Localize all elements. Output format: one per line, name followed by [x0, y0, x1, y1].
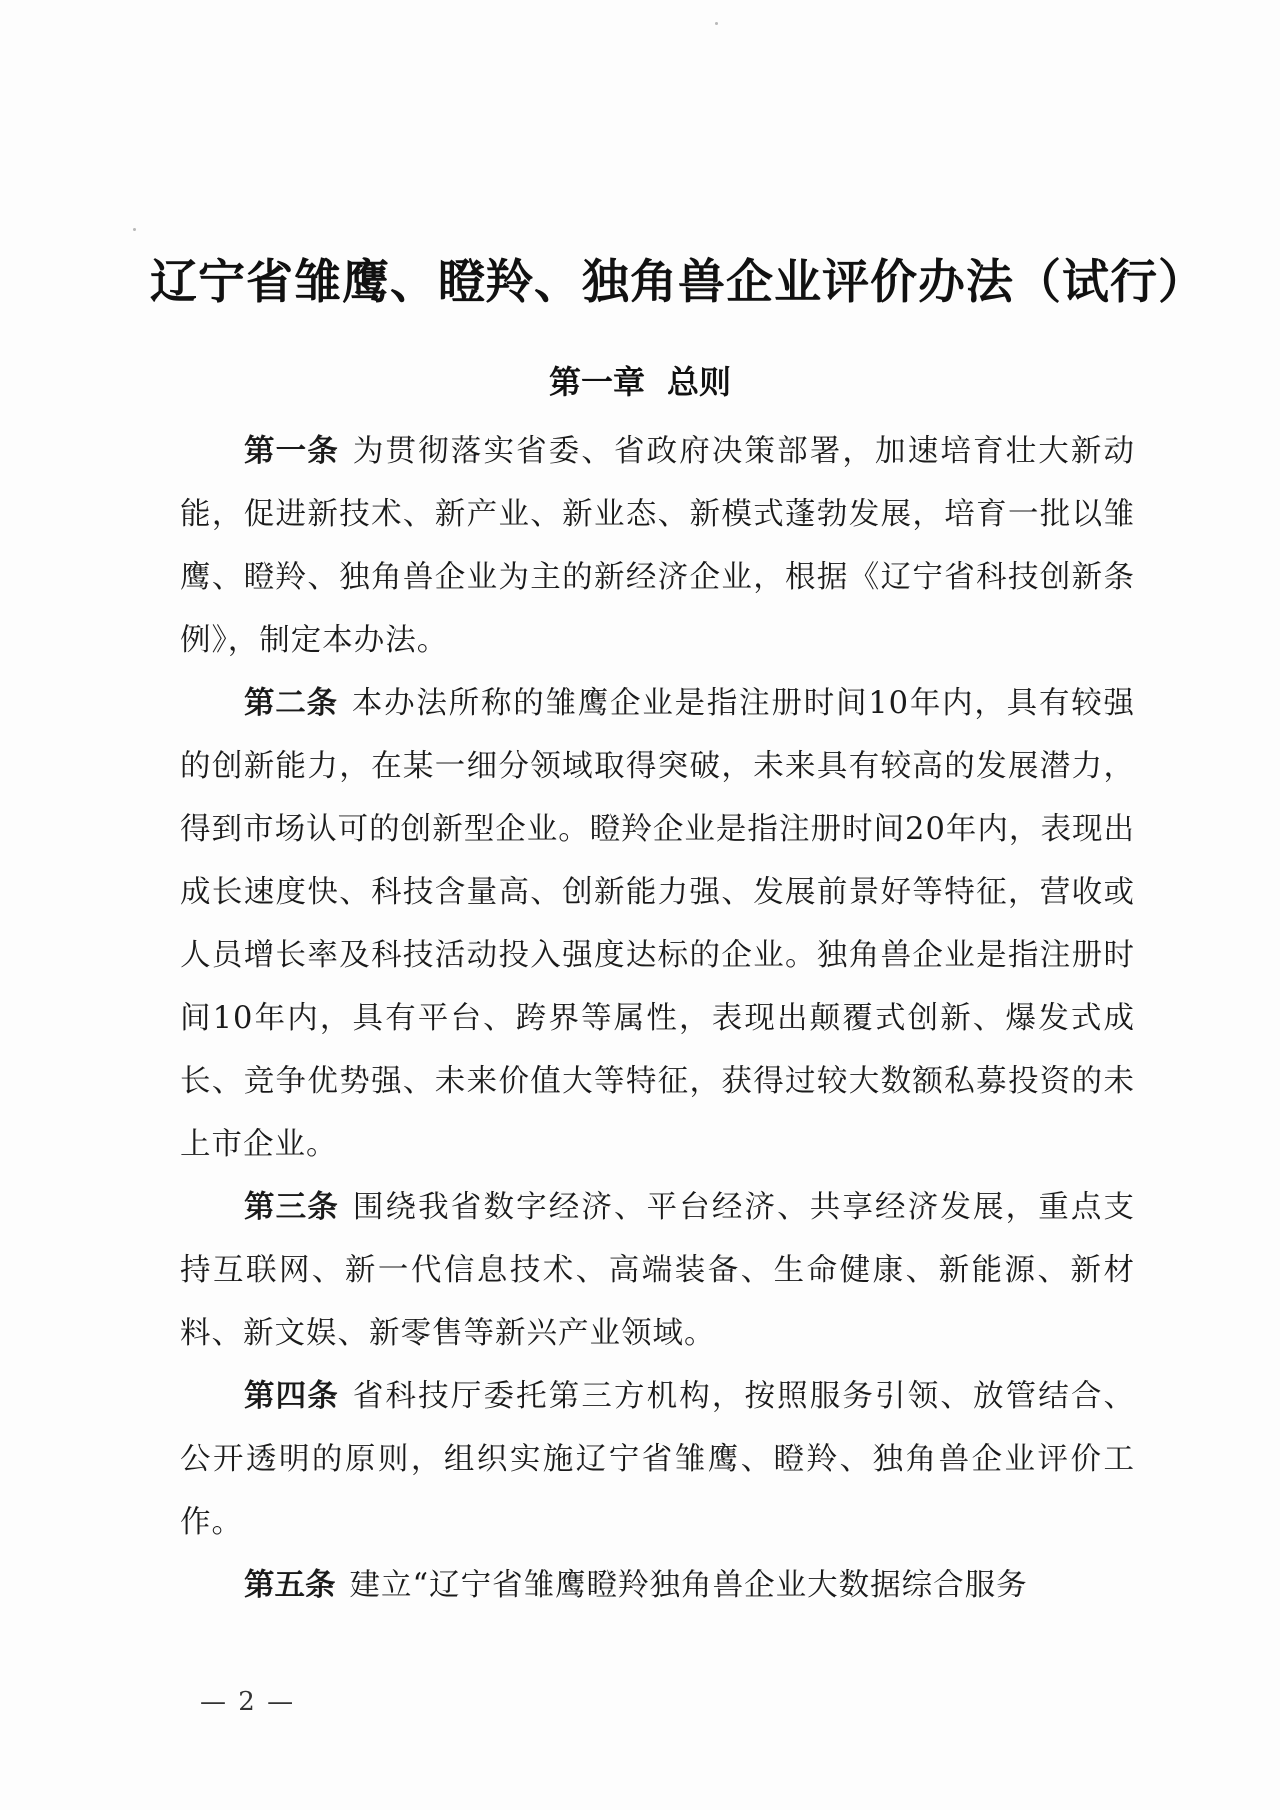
- article-label: 第二条: [244, 686, 338, 721]
- article-2: [180, 672, 1135, 1176]
- article-text: 围绕我省数字经济、平台经济、共享经济发展，重点支持互联网、新一代信息技术、高端装备、生命健康、新能源、新材料、新文娱、新零售等新兴产业领域。: [180, 1190, 1136, 1351]
- article-text: 为贯彻落实省委、省政府决策部署，加速培育壮大新动能，促进新技术、新产业、新业态、新模式蓬勃发展，培育一批以雏鹰、瞪羚、独角兽企业为主的新经济企业，根据《辽宁省科技创新条例》，制定本办法。: [180, 434, 1136, 658]
- article-label: 第三条: [244, 1190, 339, 1225]
- page-number: — 2 —: [200, 1687, 296, 1717]
- article-3: [180, 1176, 1135, 1365]
- scan-speck: [715, 22, 718, 25]
- article-4: [180, 1365, 1135, 1554]
- document-title: 辽宁省雏鹰、瞪羚、独角兽企业评价办法（试行）: [150, 255, 1206, 311]
- article-label: 第一条: [244, 434, 339, 469]
- article-text: 本办法所称的雏鹰企业是指注册时间10年内，具有较强的创新能力，在某一细分领域取得突破，未来具有较高的发展潜力，得到市场认可的创新型企业。瞪羚企业是指注册时间20年内，表现出成长速度快、科技含量高、创新能力强、发展前景好等特征，营收或人员增长率及科技活动投入强度达标的企业。独角兽企业是指注册时间10年内，具有平台、跨界等属性，表现出颠覆式创新、爆发式成长、竞争优势强、未来价值大等特征，获得过较大数额私募投资的未上市企业。: [180, 686, 1136, 1162]
- chapter-name: 总则: [667, 363, 732, 401]
- chapter-heading: [0, 360, 1280, 404]
- article-label: 第五条: [244, 1568, 336, 1603]
- document-body: [180, 420, 1135, 1617]
- article-1: [180, 420, 1135, 672]
- article-label: 第四条: [244, 1379, 339, 1414]
- article-5: [180, 1554, 1135, 1617]
- article-text: 建立“辽宁省雏鹰瞪羚独角兽企业大数据综合服务: [349, 1568, 1028, 1603]
- scan-speck: [133, 228, 136, 231]
- article-text: 省科技厅委托第三方机构，按照服务引领、放管结合、公开透明的原则，组织实施辽宁省雏鹰、瞪羚、独角兽企业评价工作。: [180, 1379, 1136, 1540]
- chapter-number: 第一章: [548, 363, 645, 401]
